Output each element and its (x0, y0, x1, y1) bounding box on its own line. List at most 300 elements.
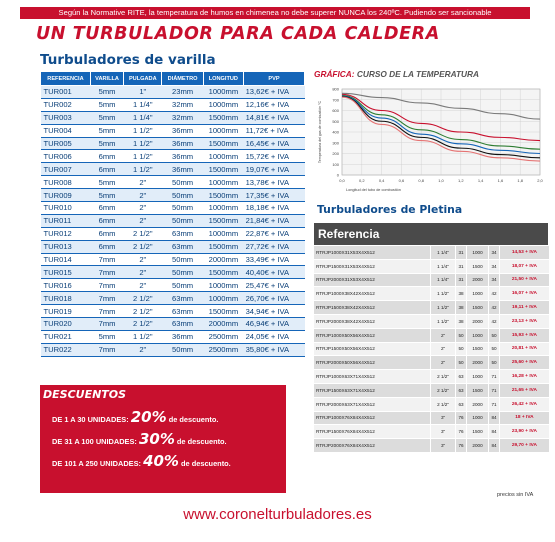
table-cell: 31 (455, 246, 467, 260)
table-cell: 7mm (90, 292, 123, 305)
table-cell: 34 (488, 259, 500, 273)
table-cell: 26,42 + IVA (500, 397, 549, 411)
table-cell: 32mm (162, 111, 203, 124)
table-cell: 1000mm (203, 279, 243, 292)
table-cell: 36mm (162, 137, 203, 150)
discount-row (52, 430, 227, 448)
discount-row (52, 408, 218, 426)
table-row (314, 273, 549, 287)
table-cell: 6mm (90, 150, 123, 163)
x-tick-label: 1,0 (438, 178, 444, 183)
table-cell: 50mm (162, 214, 203, 227)
pletina-table-body (314, 246, 549, 453)
table-cell: 2000 (467, 273, 488, 287)
table-row (41, 292, 305, 305)
table-cell: 42 (488, 301, 500, 315)
table-cell: 2000 (467, 314, 488, 328)
table-cell: 2 1/2" (431, 370, 455, 384)
table-cell: TUR021 (41, 330, 91, 343)
table-cell: RTRJP2000X76X84X4X512 (314, 439, 431, 453)
y-tick-label: 700 (332, 97, 339, 103)
table-row (41, 111, 305, 124)
table-row (314, 246, 549, 260)
table-cell: 1 1/4" (124, 111, 162, 124)
table-cell: 7mm (90, 253, 123, 266)
table-cell: 1500 (467, 301, 488, 315)
table-cell: 50 (488, 328, 500, 342)
table-cell: 23mm (162, 86, 203, 99)
table-cell: 1" (124, 86, 162, 99)
table-cell: 1 1/2" (124, 137, 162, 150)
discounts-title: DESCUENTOS (43, 388, 127, 401)
table-cell: 35,80€ + IVA (244, 343, 305, 356)
table-cell: 1 1/2" (431, 301, 455, 315)
table-cell: 36mm (162, 150, 203, 163)
table-cell: 1000mm (203, 292, 243, 305)
table-cell: 50 (455, 356, 467, 370)
varilla-table (40, 71, 305, 357)
table-cell: 5mm (90, 176, 123, 189)
table-cell: RTRJP1000X38X42X4X512 (314, 287, 431, 301)
table-cell: 76 (455, 439, 467, 453)
table-cell: 1000 (467, 246, 488, 260)
table-cell: TUR022 (41, 343, 91, 356)
table-cell: 1500 (467, 425, 488, 439)
table-cell: 84 (488, 439, 500, 453)
table-cell: RTRJP1500X31X53X4X512 (314, 259, 431, 273)
table-row (314, 370, 549, 384)
table-cell: 42 (488, 287, 500, 301)
table-cell: RTRJP2000X63X71X4X512 (314, 397, 431, 411)
table-row (41, 202, 305, 215)
table-cell: 38 (455, 287, 467, 301)
table-cell: TUR005 (41, 137, 91, 150)
table-cell: 1000mm (203, 227, 243, 240)
table-cell: 34,94€ + IVA (244, 305, 305, 318)
table-cell: 5mm (90, 124, 123, 137)
table-cell: 16,07 + IVA (500, 287, 549, 301)
table-cell: 36mm (162, 330, 203, 343)
table-cell: TUR001 (41, 86, 91, 99)
table-cell: 1000 (467, 287, 488, 301)
table-cell: 27,72€ + IVA (244, 240, 305, 253)
table-row (41, 124, 305, 137)
y-tick-label: 800 (332, 86, 339, 92)
table-cell: 1500mm (203, 240, 243, 253)
y-tick-label: 300 (332, 140, 339, 146)
table-cell: 76 (455, 411, 467, 425)
discount-suffix: de descuento. (168, 415, 219, 424)
prices-footnote: precios sin IVA (497, 492, 534, 498)
table-cell: 63 (455, 383, 467, 397)
table-cell: 1000 (467, 411, 488, 425)
table-cell: 2" (124, 253, 162, 266)
table-cell: 1 1/2" (124, 330, 162, 343)
y-tick-label: 200 (332, 151, 339, 156)
table-cell: 5mm (90, 330, 123, 343)
x-axis-label: Longitud del tubo de combustión (346, 188, 401, 192)
varilla-header-row (41, 72, 305, 86)
table-cell: TUR013 (41, 240, 91, 253)
x-tick-label: 2,0 (537, 178, 543, 183)
y-axis-label: Temperatura del gas de combustión °C (318, 100, 322, 164)
y-tick-label: 0 (336, 172, 339, 178)
discount-percent: 30% (138, 430, 175, 448)
table-cell: 6mm (90, 227, 123, 240)
table-cell: 1000mm (203, 150, 243, 163)
table-cell: 1 1/2" (431, 314, 455, 328)
table-cell: 2" (124, 214, 162, 227)
table-cell: RTRJP1000X76X84X4X512 (314, 411, 431, 425)
table-cell: 1500mm (203, 214, 243, 227)
table-cell: TUR011 (41, 214, 91, 227)
table-cell: 5mm (90, 137, 123, 150)
table-row (314, 314, 549, 328)
x-tick-label: 0,2 (359, 178, 365, 183)
table-row (41, 318, 305, 331)
table-cell: 50 (455, 328, 467, 342)
table-cell: 2" (431, 342, 455, 356)
table-row (41, 150, 305, 163)
table-cell: 26,70€ + IVA (244, 292, 305, 305)
table-cell: 63mm (162, 227, 203, 240)
table-cell: RTRJP1000X50X56X4X512 (314, 328, 431, 342)
table-row (41, 163, 305, 176)
table-cell: 40,40€ + IVA (244, 266, 305, 279)
table-cell: TUR008 (41, 176, 91, 189)
table-row (314, 328, 549, 342)
table-cell: 21,84€ + IVA (244, 214, 305, 227)
table-cell: 3" (431, 425, 455, 439)
table-cell: RTRJP2000X38X42X4X512 (314, 314, 431, 328)
table-cell: 2" (431, 328, 455, 342)
table-cell: 1 1/2" (124, 124, 162, 137)
table-cell: 63 (455, 370, 467, 384)
table-cell: 1 1/4" (431, 259, 455, 273)
table-cell: 38 (455, 301, 467, 315)
table-cell: 5mm (90, 86, 123, 99)
chart-subtitle: CURSO DE LA TEMPERATURA (356, 69, 480, 79)
table-cell: 50 (488, 356, 500, 370)
table-cell: 25,47€ + IVA (244, 279, 305, 292)
table-cell: RTRJP1000X63X71X4X512 (314, 370, 431, 384)
table-cell: 50mm (162, 176, 203, 189)
table-cell: RTRJP1500X38X42X4X512 (314, 301, 431, 315)
table-cell: 24,05€ + IVA (244, 330, 305, 343)
table-cell: 2 1/2" (124, 318, 162, 331)
table-cell: 50mm (162, 202, 203, 215)
table-cell: TUR020 (41, 318, 91, 331)
table-cell: TUR014 (41, 253, 91, 266)
table-cell: 5mm (90, 98, 123, 111)
y-tick-label: 600 (332, 108, 339, 113)
table-cell: TUR010 (41, 202, 91, 215)
table-cell: 18 + IVA (500, 411, 549, 425)
table-row (314, 383, 549, 397)
x-tick-label: 1,8 (517, 178, 523, 183)
varilla-header-cell: VARILLA (90, 72, 123, 86)
x-tick-label: 0,0 (339, 178, 345, 183)
table-cell: RTRJP1500X63X71X4X512 (314, 383, 431, 397)
table-row (41, 266, 305, 279)
website-link[interactable]: www.coronelturbuladores.es (183, 506, 372, 523)
table-row (41, 189, 305, 202)
table-cell: 6mm (90, 240, 123, 253)
table-cell: 1 1/2" (124, 150, 162, 163)
table-cell: 25,60 + IVA (500, 356, 549, 370)
table-cell: 33,49€ + IVA (244, 253, 305, 266)
y-tick-label: 100 (332, 161, 339, 167)
table-cell: 1500 (467, 342, 488, 356)
table-cell: 1 1/4" (431, 246, 455, 260)
y-tick-label: 400 (332, 129, 339, 135)
table-row (41, 176, 305, 189)
normative-note: Según la Normative RITE, la temperatura de humos en chimenea no debe superer NUNCA los 240ºC. Pudiendo ser sancionable (20, 7, 530, 19)
table-cell: 1500 (467, 383, 488, 397)
table-cell: TUR003 (41, 111, 91, 124)
table-cell: 63mm (162, 318, 203, 331)
table-cell: 1000mm (203, 176, 243, 189)
table-cell: 50mm (162, 266, 203, 279)
table-cell: 1500mm (203, 266, 243, 279)
table-cell: 2 1/2" (431, 383, 455, 397)
x-tick-label: 1,4 (477, 178, 484, 183)
page-headline: UN TURBULADOR PARA CADA CALDERA (36, 24, 440, 44)
table-cell: TUR009 (41, 189, 91, 202)
table-cell: TUR006 (41, 150, 91, 163)
table-cell: 2000 (467, 439, 488, 453)
table-cell: 1500mm (203, 137, 243, 150)
pletina-header-row (314, 223, 549, 246)
varilla-header-cell: PULGADA (124, 72, 162, 86)
table-cell: 1500mm (203, 305, 243, 318)
pletina-header-cell: Referencia (314, 223, 549, 246)
table-cell: 14,53 + IVA (500, 246, 549, 260)
table-cell: 18,18€ + IVA (244, 202, 305, 215)
table-cell: 19,07€ + IVA (244, 163, 305, 176)
table-cell: 2 1/2" (124, 227, 162, 240)
table-cell: 13,62€ + IVA (244, 86, 305, 99)
discount-percent: 40% (143, 452, 179, 470)
discount-range: DE 1 A 30 UNIDADES: (52, 415, 129, 424)
table-cell: 7mm (90, 266, 123, 279)
table-cell: 2" (124, 279, 162, 292)
table-cell: 34 (488, 246, 500, 260)
table-cell: 22,87€ + IVA (244, 227, 305, 240)
table-cell: 6mm (90, 163, 123, 176)
table-cell: 1500mm (203, 111, 243, 124)
table-cell: 1 1/2" (431, 287, 455, 301)
table-cell: 14,81€ + IVA (244, 111, 305, 124)
table-cell: 15,72€ + IVA (244, 150, 305, 163)
table-cell: 2" (431, 356, 455, 370)
chart-title (314, 69, 479, 79)
table-row (41, 330, 305, 343)
table-cell: 2" (124, 202, 162, 215)
y-tick-label: 500 (332, 118, 339, 124)
table-cell: 42 (488, 314, 500, 328)
table-cell: 18,07 + IVA (500, 259, 549, 273)
discount-row (52, 452, 231, 470)
table-row (41, 343, 305, 356)
table-cell: RTRJP1500X76X84X4X512 (314, 425, 431, 439)
table-cell: 19,11 + IVA (500, 301, 549, 315)
table-cell: 2" (124, 343, 162, 356)
table-cell: 31 (455, 273, 467, 287)
table-cell: TUR007 (41, 163, 91, 176)
table-cell: RTRJP2000X50X56X4X512 (314, 356, 431, 370)
table-cell: 84 (488, 425, 500, 439)
table-cell: 50mm (162, 343, 203, 356)
table-cell: RTRJP1000X31X53X4X512 (314, 246, 431, 260)
table-cell: 6mm (90, 214, 123, 227)
varilla-header-cell: LONGITUD (203, 72, 243, 86)
table-cell: 29,70 + IVA (500, 439, 549, 453)
table-cell: 6mm (90, 202, 123, 215)
table-cell: 1000 (467, 328, 488, 342)
table-cell: 20,81 + IVA (500, 342, 549, 356)
discount-range: DE 101 A 250 UNIDADES: (52, 459, 141, 468)
table-cell: 23,13 + IVA (500, 314, 549, 328)
table-cell: 1 1/4" (431, 273, 455, 287)
table-row (314, 259, 549, 273)
discount-percent: 20% (130, 408, 167, 426)
table-row (314, 425, 549, 439)
table-cell: 2 1/2" (124, 305, 162, 318)
x-tick-label: 0,8 (418, 178, 424, 183)
table-cell: 7mm (90, 343, 123, 356)
table-cell: 2 1/2" (124, 240, 162, 253)
discount-suffix: de descuento. (181, 459, 231, 468)
table-cell: TUR015 (41, 266, 91, 279)
table-cell: 23,90 + IVA (500, 425, 549, 439)
table-cell: 84 (488, 411, 500, 425)
x-tick-label: 1,2 (458, 178, 464, 183)
varilla-table-body (41, 86, 305, 357)
table-cell: 12,16€ + IVA (244, 98, 305, 111)
discount-suffix: de descuento. (176, 437, 227, 446)
varilla-header-cell: PVP (244, 72, 305, 86)
chart-title-label: GRÁFICA: (314, 69, 355, 79)
table-cell: 1000 (467, 370, 488, 384)
varilla-header-cell: DIÁMETRO (162, 72, 203, 86)
table-cell: 5mm (90, 189, 123, 202)
table-cell: 76 (455, 425, 467, 439)
table-cell: 50 (455, 342, 467, 356)
table-cell: 71 (488, 370, 500, 384)
table-cell: 50mm (162, 279, 203, 292)
table-cell: 7mm (90, 305, 123, 318)
discount-range: DE 31 A 100 UNIDADES: (52, 437, 137, 446)
table-cell: 1500mm (203, 163, 243, 176)
table-cell: 1 1/4" (124, 98, 162, 111)
table-cell: 1 1/2" (124, 163, 162, 176)
table-cell: 2" (124, 176, 162, 189)
table-row (314, 301, 549, 315)
table-cell: 50 (488, 342, 500, 356)
table-row (314, 439, 549, 453)
table-cell: 1000mm (203, 86, 243, 99)
table-cell: 2500mm (203, 343, 243, 356)
pletina-table (313, 222, 549, 453)
table-row (41, 305, 305, 318)
table-cell: 2000mm (203, 318, 243, 331)
table-cell: 3" (431, 439, 455, 453)
table-cell: 1500mm (203, 189, 243, 202)
table-row (41, 227, 305, 240)
x-tick-label: 1,6 (497, 178, 504, 183)
table-cell: 21,65 + IVA (500, 383, 549, 397)
table-cell: 36mm (162, 124, 203, 137)
x-tick-label: 0,4 (378, 178, 385, 183)
table-cell: 46,94€ + IVA (244, 318, 305, 331)
table-cell: 1000mm (203, 202, 243, 215)
table-cell: 71 (488, 383, 500, 397)
table-cell: 63 (455, 397, 467, 411)
table-cell: RTRJP1500X50X56X4X512 (314, 342, 431, 356)
table-cell: 63mm (162, 305, 203, 318)
table-cell: 1000mm (203, 98, 243, 111)
table-cell: TUR019 (41, 305, 91, 318)
table-cell: 2500mm (203, 330, 243, 343)
table-row (314, 342, 549, 356)
table-cell: 34 (488, 273, 500, 287)
table-cell: 2 1/2" (431, 397, 455, 411)
table-cell: 2" (124, 189, 162, 202)
varilla-section-title: Turbuladores de varilla (40, 52, 216, 68)
table-cell: 50mm (162, 189, 203, 202)
table-cell: 15,93 + IVA (500, 328, 549, 342)
table-cell: 3" (431, 411, 455, 425)
pletina-section-title: Turbuladores de Pletina (317, 203, 463, 216)
table-row (41, 240, 305, 253)
table-cell: TUR004 (41, 124, 91, 137)
table-cell: 21,50 + IVA (500, 273, 549, 287)
table-cell: 63mm (162, 240, 203, 253)
table-row (41, 214, 305, 227)
table-cell: 1500 (467, 259, 488, 273)
table-cell: 17,35€ + IVA (244, 189, 305, 202)
table-row (314, 397, 549, 411)
table-cell: 71 (488, 397, 500, 411)
x-tick-label: 0,6 (398, 178, 405, 183)
table-cell: TUR012 (41, 227, 91, 240)
temperature-chart (312, 83, 547, 203)
table-cell: 2000 (467, 397, 488, 411)
table-cell: 2000 (467, 356, 488, 370)
table-cell: TUR016 (41, 279, 91, 292)
table-cell: 13,78€ + IVA (244, 176, 305, 189)
table-cell: 50mm (162, 253, 203, 266)
table-cell: 11,72€ + IVA (244, 124, 305, 137)
table-cell: 1000mm (203, 124, 243, 137)
table-cell: RTRJP2000X31X53X4X512 (314, 273, 431, 287)
table-cell: TUR002 (41, 98, 91, 111)
table-cell: 7mm (90, 279, 123, 292)
varilla-header-cell: REFERENCIA (41, 72, 91, 86)
table-row (314, 411, 549, 425)
table-cell: TUR018 (41, 292, 91, 305)
table-cell: 5mm (90, 111, 123, 124)
table-row (41, 279, 305, 292)
table-cell: 63mm (162, 292, 203, 305)
table-cell: 2000mm (203, 253, 243, 266)
table-row (41, 137, 305, 150)
table-row (41, 253, 305, 266)
table-row (41, 98, 305, 111)
table-cell: 2" (124, 266, 162, 279)
table-cell: 7mm (90, 318, 123, 331)
